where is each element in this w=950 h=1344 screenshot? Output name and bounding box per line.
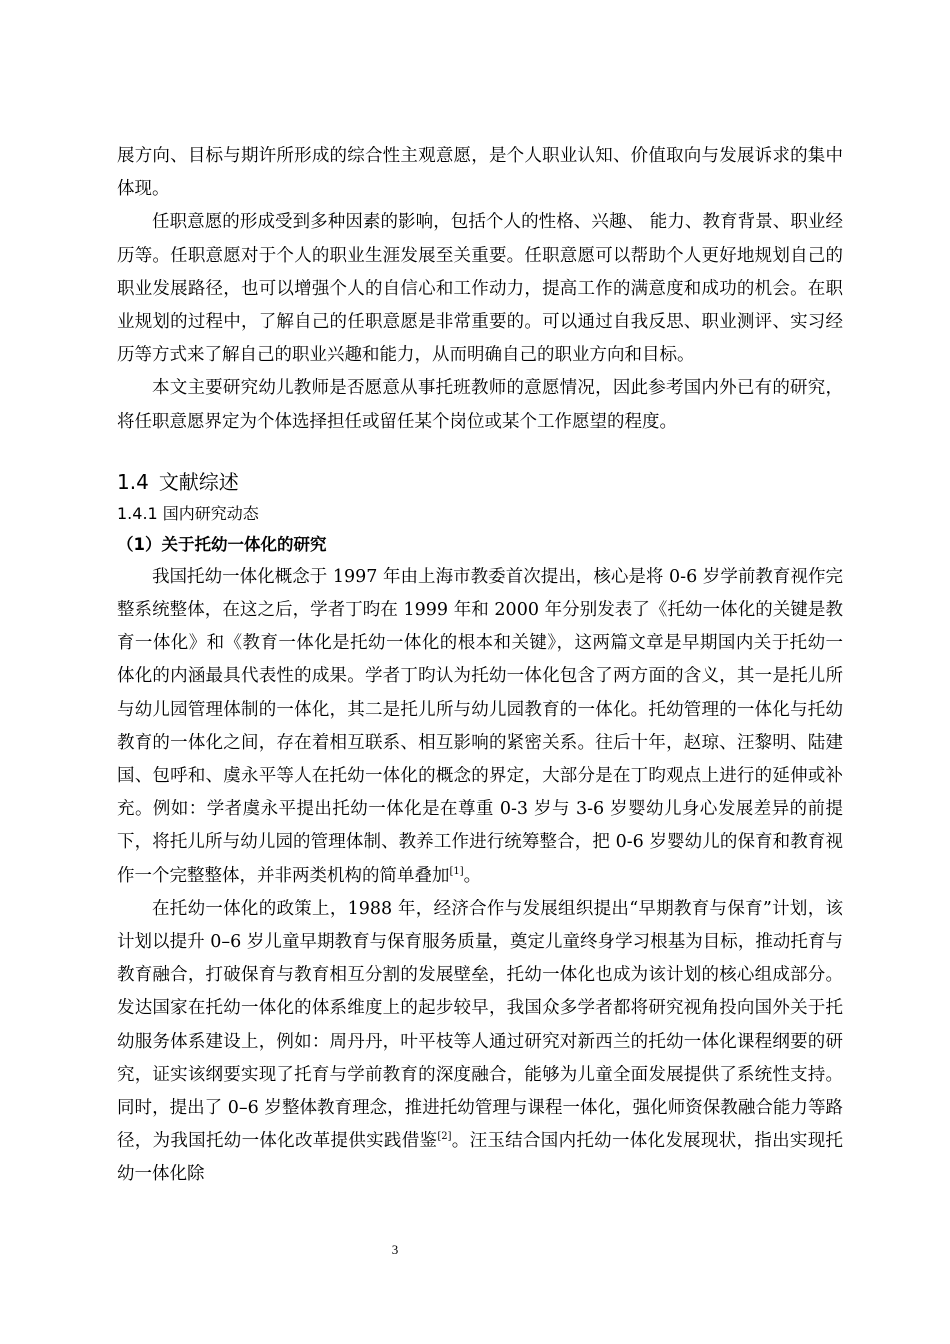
paragraph-domestic-concept	[117, 561, 843, 893]
subsubsection-heading: （1）关于托幼一体化的研究	[117, 534, 327, 554]
citation-2: [2]	[437, 1131, 452, 1143]
page-content	[117, 140, 843, 1192]
paragraph-definition: 本文主要研究幼儿教师是否愿意从事托班教师的意愿情况，因此参考国内外已有的研究，将任职意愿界定为个体选择担任或留任某个岗位或某个工作愿望的程度。	[117, 378, 843, 432]
paragraph-text-end: 。	[463, 865, 482, 886]
section-heading	[117, 465, 843, 499]
paragraph-continued: 展方向、目标与期许所形成的综合性主观意愿，是个人职业认知、价值取向与发展诉求的集中体现。	[117, 146, 843, 200]
section-number: 1.4	[117, 469, 149, 494]
paragraph-text-end: 。汪玉结合国内托幼一体化发展现状，指出实现托幼一体化除	[117, 1131, 844, 1185]
section-title: 文献综述	[158, 469, 239, 494]
paragraph-text: 我国托幼一体化概念于 1997 年由上海市教委首次提出，核心是将 0-6 岁学前教育视作完整系统整体，在这之后，学者丁昀在 1999 年和 2000 年分别发表了《托幼一体化的关键是教育一体化》和《教育一体化是托幼一体化的根本和关键》，这两篇文章是早期国内关于托幼一体化的内涵最具代表性的成果。学者丁昀认为托幼一体化包含了两方面的含义，其一是托儿所与幼儿园管理体制的一体化，其二是托儿所与幼儿园教育的一体化。托幼管理的一体化与托幼教育的一体化之间，存在着相互联系、相互影响的紧密关系。往后十年，赵琼、汪黎明、陆建国、包呼和、虞永平等人在托幼一体化的概念的界定，大部分是在丁昀观点上进行的延伸或补充。例如：学者虞永平提出托幼一体化是在尊重 0-3 岁与 3-6 岁婴幼儿身心发展差异的前提下，将托儿所与幼儿园的管理体制、教养工作进行统筹整合，把 0-6 岁婴幼儿的保育和教育视作一个完整整体，并非两类机构的简单叠加	[117, 566, 843, 886]
paragraph-text: 在托幼一体化的政策上，1988 年，经济合作与发展组织提出“早期教育与保育”计划，该计划以提升 0–6 岁儿童早期教育与保育服务质量，奠定儿童终身学习根基为目标，推动托育与教育融合，打破保育与教育相互分割的发展壁垒，托幼一体化也成为该计划的核心组成部分。发达国家在托幼一体化的体系维度上的起步较早，我国众多学者都将研究视角投向国外关于托幼服务体系建设上，例如：周丹丹，叶平枝等人通过研究对新西兰的托幼一体化课程纲要的研究，证实该纲要实现了托育与学前教育的深度融合，能够为儿童全面发展提供了系统性支持。同时，提出了 0–6 岁整体教育理念，推进托幼管理与课程一体化，强化师资保教融合能力等路径，为我国托幼一体化改革提供实践借鉴	[117, 898, 843, 1152]
paragraph-intention-factors: 任职意愿的形成受到多种因素的影响，包括个人的性格、兴趣、 能力、教育背景、职业经历等。任职意愿对于个人的职业生涯发展至关重要。任职意愿可以帮助个人更好地规划自己的职业发展路径，也可以增强个人的自信心和工作动力，提高工作的满意度和成功的机会。在职业规划的过程中，了解自己的任职意愿是非常重要的。可以通过自我反思、职业测评、实习经历等方式来了解自己的职业兴趣和能力，从而明确自己的职业方向和目标。	[117, 212, 843, 366]
subsection-heading: 1.4.1 国内研究动态	[117, 503, 259, 523]
paragraph-policy	[117, 893, 843, 1192]
citation-1: [1]	[449, 865, 464, 877]
page-number: 3	[391, 1242, 399, 1257]
section-spacer	[117, 439, 843, 465]
